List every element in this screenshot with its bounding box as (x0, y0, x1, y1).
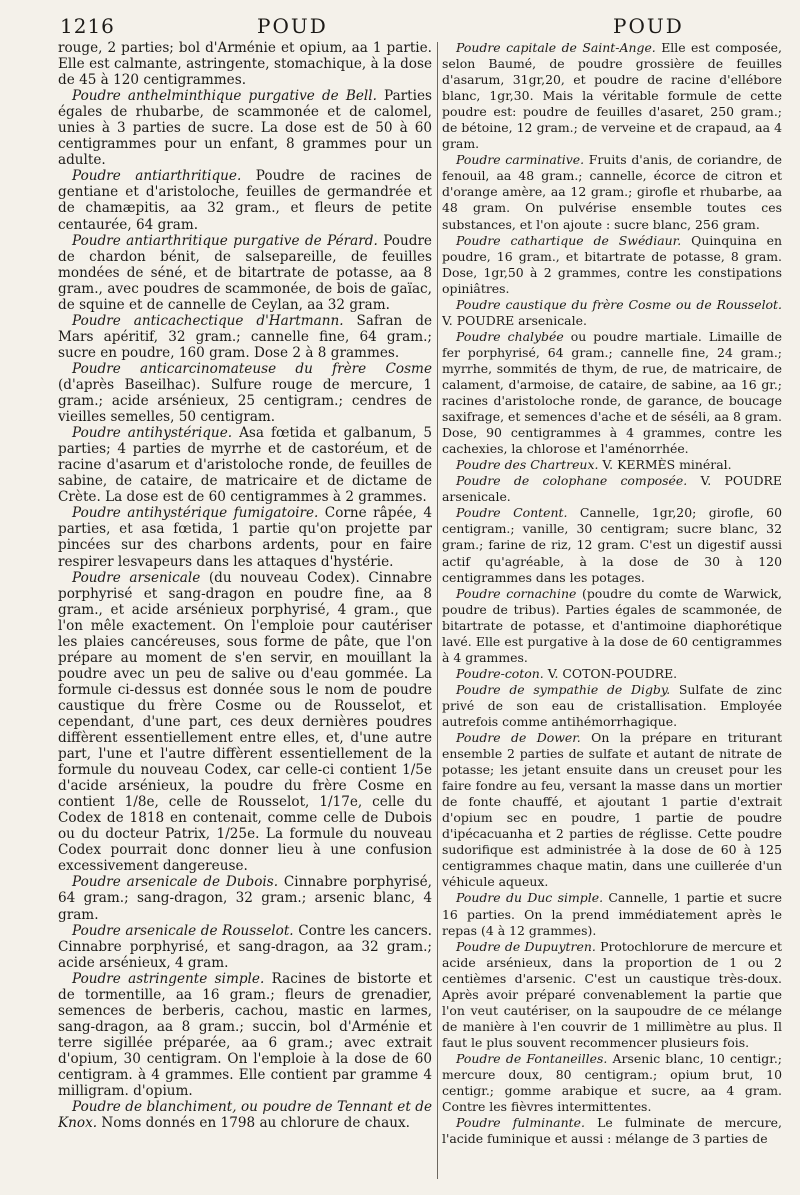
dictionary-entry (442, 1115, 782, 1147)
column-divider (437, 42, 438, 1179)
dictionary-entry (442, 40, 782, 152)
entry-body: Asa fœtida et galbanum, 5 parties; 4 parties de myrrhe et de castoréum, et de racine d'asarum et d'aristoloche ronde, de feuilles de sabine, de cataire, de matricaire et de dictame de Crète. La dose est de 60 centigrammes à 2 grammes. (58, 425, 432, 506)
dictionary-entry (58, 971, 432, 1099)
entry-body: Contre les cancers. Cinnabre porphyrisé, et sang-dragon, aa 32 gram.; acide arsénieux, 4 gram. (58, 922, 432, 971)
dictionary-entry (58, 1099, 432, 1131)
entry-title: Poudre antiarthritique. (72, 168, 242, 185)
dictionary-entry (442, 1051, 782, 1115)
entry-body: Corne râpée, 4 parties, et asa fœtida, 1 partie qu'on projette par pincées sur des charbons ardents, pour en faire respirer lesvapeurs dans les attaques d'hystérie. (58, 505, 432, 570)
entry-title: Poudre de colophane composée. (456, 473, 688, 489)
entry-title: Poudre cornachine (456, 585, 577, 601)
dictionary-entry (442, 505, 782, 585)
entry-title: Poudre carminative. (456, 152, 585, 168)
dictionary-entry (442, 329, 782, 457)
running-head-right: POUD (613, 14, 684, 38)
dictionary-entry (58, 570, 432, 875)
entry-body: V. KERMÈS minéral. (598, 457, 732, 473)
entry-title: Poudre de Dower. (456, 730, 581, 746)
entry-title: Poudre du Duc simple. (456, 890, 604, 906)
entry-body: Cinnabre porphyrisé, 64 gram.; sang-dragon, 32 gram.; arsenic blanc, 4 gram. (58, 874, 432, 923)
entry-body: Poudre de chardon bénit, de salsepareille, de feuilles mondées de séné, et de bitartrate de potasse, aa 8 gram., avec poudres de scammonée, de bois de gaïac, de squine et de cannelle de Ceylan, aa 32 gram. (58, 232, 432, 313)
entry-title: Poudre fulminante. (456, 1115, 585, 1131)
entry-body: Noms donnés en 1798 au chlorure de chaux. (97, 1115, 410, 1132)
dictionary-entry (442, 666, 782, 682)
entry-title: Poudre de Dupuytren. (456, 938, 596, 954)
dictionary-entry (442, 586, 782, 666)
dictionary-entry (442, 297, 782, 329)
entry-body: Parties égales de rhubarbe, de scammonée et de calomel, unies à 3 parties de sucre. La dose est de 50 à 60 centigrammes pour un enfant, 8 grammes pour un adulte. (58, 88, 432, 169)
entry-body: V. POUDRE arsenicale. (442, 312, 587, 328)
entry-body: (du nouveau Codex). Cinnabre porphyrisé et sang-dragon en poudre fine, aa 8 gram., et acide arsénieux porphyrisé, 4 gram., que l'on mêle exactement. On l'emploie pour cautériser les plaies cancéreuses, sous forme de pâte, que l'on prépare au moment de s'en servir, en mouillant la poudre avec un peu de salive ou d'eau gommée. La formule ci-dessus est donnée sous le nom de poudre caustique du frère Cosme ou de Rousselot, et cependant, d'une part, ces deux dernières poudres diffèrent essentiellement entre elles, et, d'une autre part, l'une et l'autre diffèrent essentiellement de la formule du nouveau Codex, car celle-ci contient 1/5e d'acide arsénieux, la poudre du frère Cosme en contient 1/8e, celle de Rousselot, 1/17e, celle du Codex de 1818 en contenait, comme celle de Dubois ou du docteur Patrix, 1/25e. La formule du nouveau Codex pourrait donc donner lieu à une confusion excessivement dangereuse. (58, 569, 432, 875)
entry-body: Protochlorure de mercure et acide arsénieux, dans la proportion de 1 ou 2 centièmes d'arsenic. C'est un caustique très-doux. Après avoir préparé convenablement la partie que l'on veut cautériser, on la saupoudre de ce mélange de manière à l'en couvrir de 1 millimètre au plus. Il faut le plus souvent recommencer plusieurs fois. (442, 938, 782, 1050)
left-column (58, 40, 432, 1181)
entry-body: rouge, 2 parties; bol d'Arménie et opium, aa 1 partie. Elle est calmante, astringente, stomachique, à la dose de 45 à 120 centigrammes. (58, 40, 432, 89)
entry-body: (d'après Baseilhac). Sulfure rouge de mercure, 1 gram.; acide arsénieux, 25 centigram.; cendres de vieilles semelles, 50 centigram. (58, 376, 432, 426)
dictionary-entry (58, 88, 432, 168)
entry-title: Poudre antihystérique fumigatoire. (72, 505, 319, 522)
dictionary-entry (442, 457, 782, 473)
entry-title: Poudre de sympathie de Digby. (456, 681, 671, 697)
entry-title: Poudre cathartique de Swédiaur. (456, 232, 682, 248)
entry-body: On la prépare en triturant ensemble 2 parties de sulfate et autant de nitrate de potasse; les jetant ensuite dans un creuset pour les faire fondre au feu, versant la masse dans un mortier de fonte chauffé, et ajoutant 1 partie d'extrait d'opium sec en poudre, 1 partie de poudre d'ipécacuanha et 2 parties de réglisse. Cette poudre sudorifique est administrée à la dose de 60 à 125 centigrammes chaque matin, dans une cuillerée d'un véhicule aqueux. (442, 730, 782, 890)
entry-title: Poudre anthelminthique purgative de Bell. (72, 88, 377, 105)
dictionary-entry (442, 152, 782, 232)
dictionary-entry (58, 505, 432, 569)
entry-body: Elle est composée, selon Baumé, de poudre grossière de feuilles d'asarum, 31gr,20, et poudre de racine d'ellébore blanc, 1gr,30. Mais la véritable formule de cette poudre est: poudre de feuilles d'asaret, 250 gram.; de bétoine, 12 gram.; de verveine et de crapaud, aa 4 gram. (442, 40, 782, 152)
entry-body: Fruits d'anis, de coriandre, de fenouil, aa 48 gram.; cannelle, écorce de citron et d'orange amère, aa 12 gram.; girofle et rhubarbe, aa 48 gram. On pulvérise ensemble toutes ces substances, et l'on ajoute : sucre blanc, 256 gram. (442, 152, 782, 232)
page-number: 1216 (60, 14, 115, 38)
entry-body: Cannelle, 1 partie et sucre 16 parties. On la prend immédiatement après le repas (4 à 12 grammes). (442, 890, 782, 938)
entry-body: (poudre du comte de Warwick, poudre de tribus). Parties égales de scammonée, de bitartrate de potasse, et d'antimoine diaphorétique lavé. Elle est purgative à la dose de 60 centigrammes à 4 grammes. (442, 585, 782, 665)
entry-title: Poudre de blanchiment, ou poudre de Tennant et de Knox. (58, 1099, 432, 1132)
entry-title: Poudre arsenicale de Rousselot. (72, 922, 294, 939)
dictionary-entry (58, 40, 432, 88)
entry-body: Poudre de racines de gentiane et d'aristoloche, feuilles de germandrée et de chamæpitis, aa 32 gram., et fleurs de petite centaurée, 64 gram. (58, 168, 432, 233)
entry-title: Poudre anticachectique d'Hartmann. (72, 312, 344, 329)
entry-body: Le fulminate de mercure, l'acide fuminique et aussi : mélange de 3 parties de (442, 1115, 782, 1147)
dictionary-entry (442, 890, 782, 938)
entry-title: Poudre antiarthritique purgative de Pérard. (72, 232, 378, 249)
dictionary-entry (442, 473, 782, 505)
entry-title: Poudre astringente simple. (72, 970, 265, 987)
running-head-left: POUD (257, 14, 328, 38)
dictionary-entry (58, 361, 432, 425)
dictionary-entry (58, 923, 432, 971)
entry-title: Poudre arsenicale (72, 569, 201, 586)
entry-title: Poudre-coton. (456, 665, 544, 681)
entry-body: V. POUDRE arsenicale. (442, 473, 782, 505)
dictionary-entry (58, 425, 432, 505)
entry-body: V. COTON-POUDRE. (543, 665, 678, 681)
dictionary-entry (442, 939, 782, 1051)
dictionary-entry (58, 233, 432, 313)
entry-title: Poudre caustique du frère Cosme ou de Rousselot. (456, 296, 782, 312)
entry-title: Poudre de Fontaneilles. (456, 1050, 608, 1066)
entry-title: Poudre arsenicale de Dubois. (72, 874, 279, 891)
entry-body: ou poudre martiale. Limaille de fer porphyrisé, 64 gram.; cannelle fine, 24 gram.; myrrhe, sommités de thym, de rue, de matricaire, de calament, d'armoise, de cataire, de sabine, aa 16 gr.; racines d'aristoloche ronde, de garance, de boucage saxifrage, et semences d'ache et de séséli, aa 8 gram. Dose, 90 centigrammes à 4 grammes, contre les cachexies, la chlorose et l'aménorrhée. (442, 328, 782, 457)
entry-body: Quinquina en poudre, 16 gram., et bitartrate de potasse, 8 gram. Dose, 1gr,50 à 2 grammes, contre les constipations opiniâtres. (442, 232, 782, 296)
entry-body: Sulfate de zinc privé de son eau de cristallisation. Employée autrefois comme antihémorrhagique. (442, 681, 782, 729)
dictionary-entry (442, 682, 782, 730)
entry-title: Poudre des Chartreux. (456, 457, 599, 473)
dictionary-entry (58, 313, 432, 361)
entry-body: Safran de Mars apéritif, 32 gram.; cannelle fine, 64 gram.; sucre en poudre, 160 gram. Dose 2 à 8 grammes. (58, 312, 432, 361)
entry-title: Poudre Content. (456, 505, 568, 521)
entry-title: Poudre antihystérique. (72, 425, 233, 442)
entry-title: Poudre capitale de Saint-Ange. (456, 40, 656, 55)
entry-body: Cannelle, 1gr,20; girofle, 60 centigram.; vanille, 30 centigram; sucre blanc, 32 gram.; farine de riz, 12 gram. C'est un digestif aussi actif qu'agréable, à la dose de 30 à 120 centigrammes dans les potages. (442, 505, 782, 585)
dictionary-entry (442, 233, 782, 297)
dictionary-entry (58, 168, 432, 232)
entry-title: Poudre anticarcinomateuse du frère Cosme (72, 360, 432, 377)
entry-body: Arsenic blanc, 10 centigr.; mercure doux, 80 centigram.; opium brut, 10 centigr.; gomme arabique et sucre, aa 4 gram. Contre les fièvres intermittentes. (442, 1050, 782, 1115)
dictionary-entry (442, 730, 782, 890)
right-column (442, 40, 782, 1181)
entry-body: Racines de bistorte et de tormentille, aa 16 gram.; fleurs de grenadier, semences de berberis, cachou, mastic en larmes, sang-dragon, aa 8 gram.; succin, bol d'Arménie et terre sigillée préparée, aa 6 gram.; avec extrait d'opium, 30 centigram. On l'emploie à la dose de 60 centigram. à 4 grammes. Elle contient par gramme 4 milligram. d'opium. (58, 970, 432, 1100)
dictionary-entry (58, 874, 432, 922)
entry-title: Poudre chalybée (456, 328, 564, 344)
